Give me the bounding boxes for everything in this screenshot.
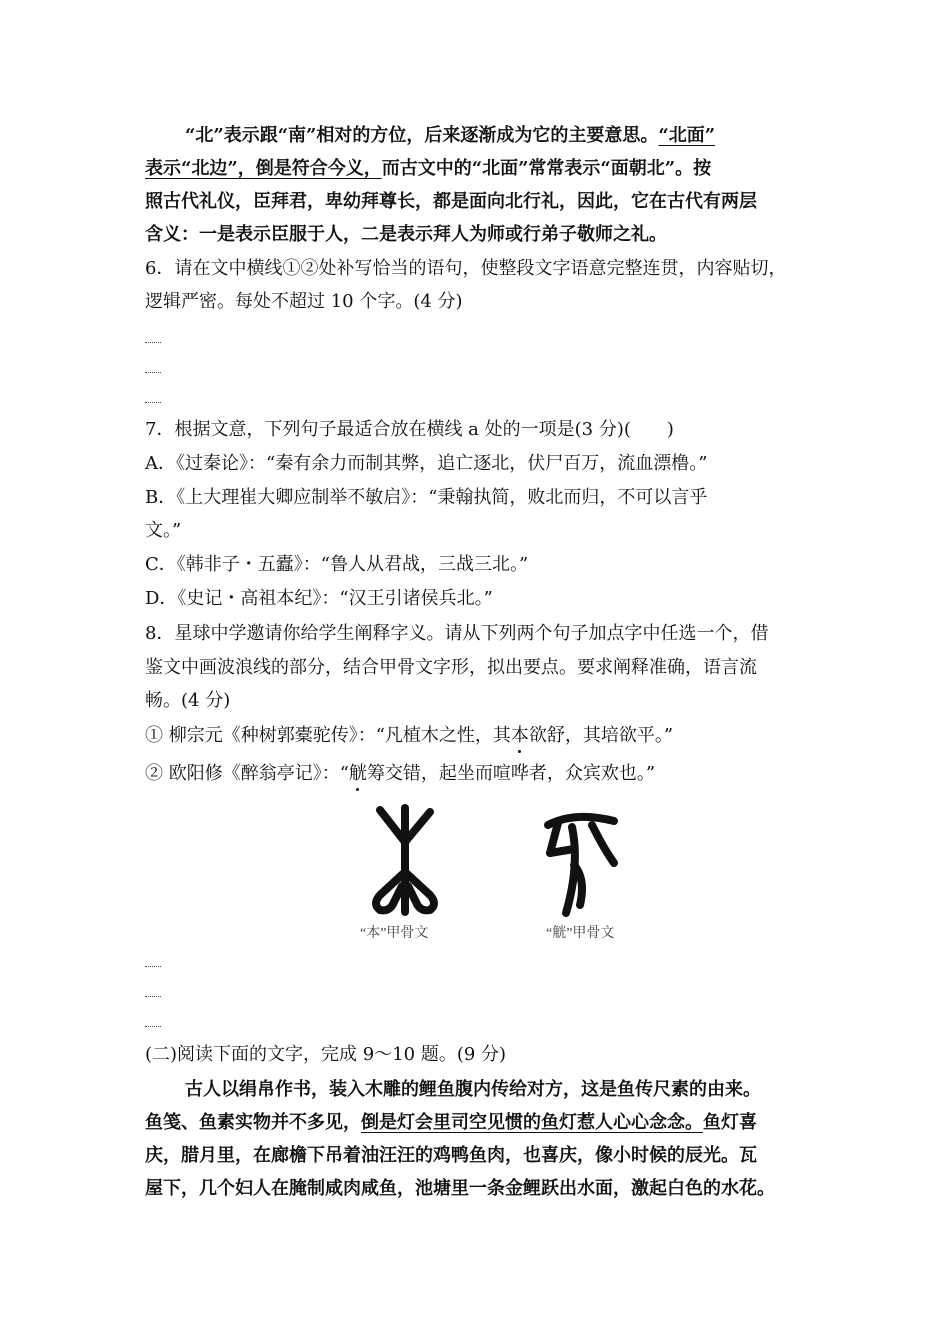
passage2-line3: 庆，腊月里，在廊檐下吊着油汪汪的鸡鸭鱼肉，也喜庆，像小时候的辰光。瓦 — [145, 1145, 757, 1166]
sentence-text: 筹交错，起坐而喧哗者，众宾欢也。” — [366, 763, 656, 784]
caption-ben: “本”甲骨文 — [360, 926, 429, 941]
sentence-text: 欲舒，其培欲平。” — [528, 725, 674, 746]
sentence-text: ② 欧阳修《醉翁亭记》：“ — [145, 763, 349, 784]
passage2-line2 — [145, 1111, 757, 1135]
answer-blank[interactable] — [145, 1026, 161, 1027]
passage1-line3: 照古代礼仪，臣拜君，卑幼拜尊长，都是面向北行礼，因此，它在古代有两层 — [145, 191, 757, 212]
passage2-text: 鱼笺、鱼素实物并不多见， — [145, 1112, 361, 1133]
passage2-line4: 屋下，几个妇人在腌制咸肉咸鱼，池塘里一条金鲤跃出水面，激起白色的水花。 — [145, 1178, 775, 1199]
q7-option-c: C．《韩非子・五蠹》：“鲁人从君战，三战三北。” — [145, 554, 529, 575]
section2-heading: (二)阅读下面的文字，完成 9～10 题。(9 分) — [145, 1044, 507, 1065]
oracle-gong-glyph — [540, 805, 620, 920]
answer-blank[interactable] — [145, 402, 161, 403]
q7-option-b-line1: B．《上大理崔大卿应制举不敏启》：“秉翰执简，败北而归，不可以言乎 — [145, 487, 708, 508]
q8-stem-line1: 8．星球中学邀请你给学生阐释字义。请从下列两个句子加点字中任选一个，借 — [145, 623, 769, 644]
passage1-underlined-text: 表示“北边”，倒是符合今义， — [145, 158, 382, 179]
q7-option-d: D．《史记・高祖本纪》：“汉王引诸侯兵北。” — [145, 588, 493, 609]
q7-option-a: A．《过秦论》：“秦有余力而制其弊，追亡逐北，伏尸百万，流血漂橹。” — [145, 453, 708, 474]
dotted-character: 本 — [510, 725, 529, 746]
answer-blank[interactable] — [145, 966, 161, 967]
q8-stem-line2: 鉴文中画波浪线的部分，结合甲骨文字形，拟出要点。要求阐释准确，语言流 — [145, 657, 757, 678]
caption-gong: “觥”甲骨文 — [546, 926, 615, 941]
answer-blank[interactable] — [145, 372, 161, 373]
q8-sentence-2 — [145, 762, 655, 786]
q8-stem-line3: 畅。(4 分) — [145, 690, 231, 711]
passage2-underlined-text: 倒是灯会里司空见惯的鱼灯惹人心心念念。 — [361, 1112, 703, 1133]
q7-stem: 7．根据文意，下列句子最适合放在横线 a 处的一项是(3 分)( ) — [145, 419, 674, 440]
passage1-line2 — [145, 157, 711, 181]
passage1-line4: 含义：一是表示臣服于人，二是表示拜人为师或行弟子敬师之礼。 — [145, 224, 667, 245]
q6-stem-line1: 6．请在文中横线①②处补写恰当的语句，使整段文字语意完整连贯，内容贴切， — [145, 258, 787, 279]
passage2-text: 鱼灯喜 — [703, 1112, 757, 1133]
q6-stem-line2: 逻辑严密。每处不超过 10 个字。(4 分) — [145, 291, 463, 312]
sentence-text: ① 柳宗元《种树郭橐驼传》：“凡植木之性，其 — [145, 725, 511, 746]
passage2-line1: 古人以绢帛作书，装入木雕的鲤鱼腹内传给对方，这是鱼传尺素的由来。 — [185, 1079, 761, 1100]
q8-sentence-1 — [145, 724, 673, 748]
answer-blank[interactable] — [145, 342, 161, 343]
passage1-text: “北”表示跟“南”相对的方位，后来逐渐成为它的主要意思。 — [185, 125, 659, 146]
answer-blank[interactable] — [145, 996, 161, 997]
passage1-text: 而古文中的“北面”常常表示“面朝北”。按 — [381, 158, 712, 179]
dotted-character: 觥 — [348, 763, 367, 784]
passage1-underlined-text: “北面” — [658, 125, 716, 146]
passage1-line1 — [185, 124, 715, 148]
oracle-ben-glyph — [360, 800, 450, 920]
q7-option-b-line2: 文。” — [145, 520, 182, 541]
